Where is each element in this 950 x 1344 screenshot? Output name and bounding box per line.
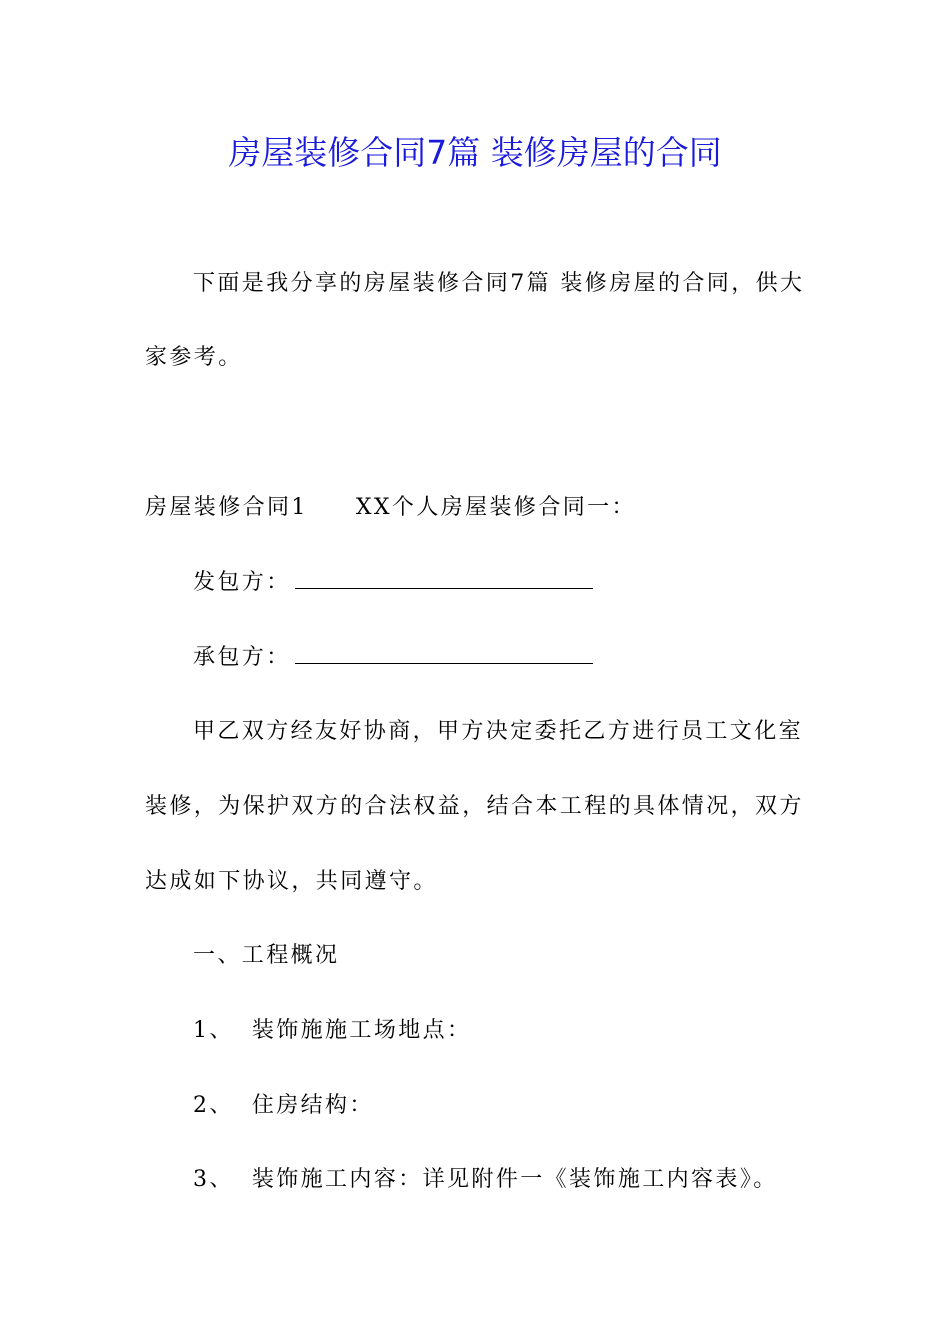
section-title: XX个人房屋装修合同一：	[355, 495, 636, 520]
section-heading	[145, 493, 636, 523]
list-item-number: 2、	[193, 1093, 234, 1118]
agreement-line-2: 装修，为保护双方的合法权益，结合本工程的具体情况，双方	[145, 794, 804, 819]
agreement-line-3: 达成如下协议，共同遵守。	[145, 869, 438, 894]
list-item	[193, 1091, 374, 1121]
heading-project-overview: 一、工程概况	[193, 943, 340, 968]
section-label: 房屋装修合同1	[145, 495, 308, 520]
party-a-label: 发包方：	[193, 570, 291, 595]
party-b-label: 承包方：	[193, 645, 291, 670]
list-item-number: 1、	[193, 1018, 234, 1043]
party-a-blank-line	[295, 568, 593, 589]
intro-line-2: 家参考。	[145, 345, 243, 370]
list-item-number: 3、	[193, 1167, 234, 1192]
list-item	[193, 1165, 778, 1195]
list-item-text: 住房结构：	[251, 1093, 374, 1118]
party-b-blank-line	[295, 643, 593, 664]
list-item	[193, 1016, 471, 1046]
list-item-text: 装饰施施工场地点：	[251, 1018, 472, 1043]
party-b-row	[193, 643, 593, 673]
party-a-row	[193, 568, 593, 598]
agreement-line-1: 甲乙双方经友好协商，甲方决定委托乙方进行员工文化室	[193, 719, 804, 744]
document-title: 房屋装修合同7篇 装修房屋的合同	[228, 133, 722, 172]
intro-line-1: 下面是我分享的房屋装修合同7篇 装修房屋的合同，供大	[193, 271, 805, 296]
list-item-text: 装饰施工内容：详见附件一《装饰施工内容表》。	[251, 1167, 778, 1192]
